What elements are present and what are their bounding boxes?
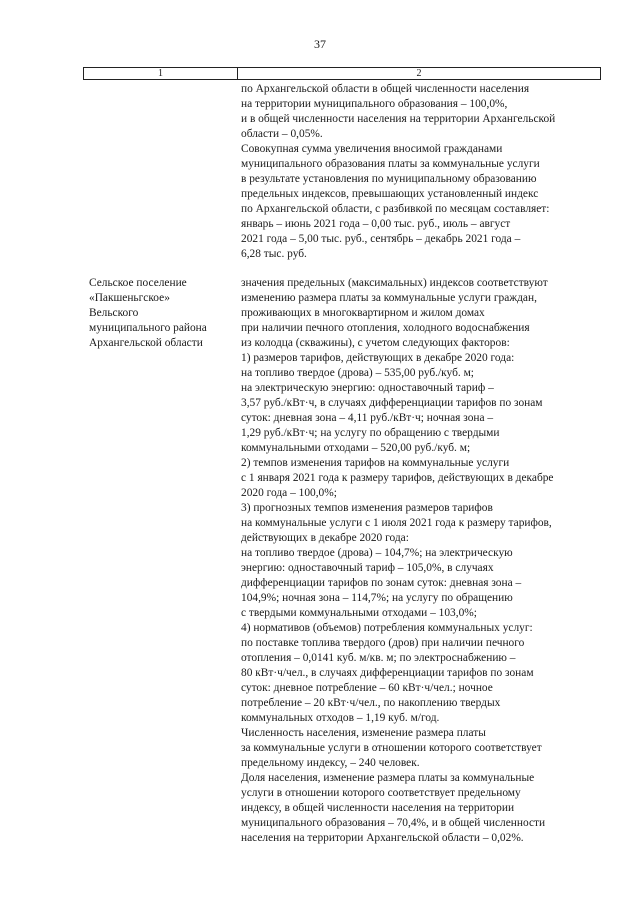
text-line: по поставке топлива твердого (дров) при наличии печного: [241, 637, 525, 649]
municipality-name-line: «Пакшеньгское»: [89, 292, 170, 304]
text-line: при наличии печного отопления, холодного водоснабжения: [241, 322, 530, 334]
text-line: коммунальных отходов – 1,19 куб. м/год.: [241, 712, 440, 724]
text-line: значения предельных (максимальных) индексов соответствуют: [241, 277, 548, 289]
text-line: 80 кВт·ч/чел., в случаях дифференциации тарифов по зонам: [241, 667, 534, 679]
text-line: и в общей численности населения на территории Архангельской: [241, 113, 556, 125]
text-line: потребление – 20 кВт·ч/чел., по накоплению твердых: [241, 697, 501, 709]
text-line: на топливо твердое (дрова) – 535,00 руб./куб. м;: [241, 367, 474, 379]
text-line: по Архангельской области, с разбивкой по месяцам составляет:: [241, 203, 550, 215]
text-line: по Архангельской области в общей численности населения: [241, 83, 530, 95]
index-description-cell: [241, 276, 554, 846]
text-line: на территории муниципального образования – 100,0%,: [241, 98, 508, 110]
text-line: на электрическую энергию: одноставочный тариф –: [241, 382, 494, 394]
text-line: индексу, в общей численности населения на территории: [241, 802, 515, 814]
text-line: муниципального образования – 70,4%, и в общей численности: [241, 817, 546, 829]
text-line: 1,29 руб./кВт·ч; на услугу по обращению с твердыми: [241, 427, 500, 439]
text-line: 6,28 тыс. руб.: [241, 248, 307, 260]
text-line: из колодца (скважины), с учетом следующих факторов:: [241, 337, 510, 349]
text-line: суток: дневная зона – 4,11 руб./кВт·ч; ночная зона –: [241, 412, 494, 424]
text-line: на коммунальные услуги с 1 июля 2021 года к размеру тарифов,: [241, 517, 552, 529]
municipality-name-line: Архангельской области: [89, 337, 203, 349]
text-line: Совокупная сумма увеличения вносимой гражданами: [241, 143, 503, 155]
text-line: 2020 года – 100,0%;: [241, 487, 337, 499]
text-line: коммунальными отходами – 520,00 руб./куб. м;: [241, 442, 471, 454]
text-line: 104,9%; ночная зона – 114,7%; на услугу по обращению: [241, 592, 513, 604]
text-line: изменению размера платы за коммунальные услуги граждан,: [241, 292, 537, 304]
text-line: Численность населения, изменение размера платы: [241, 727, 486, 739]
text-line: энергию: одноставочный тариф – 105,0%, в случаях: [241, 562, 494, 574]
text-line: январь – июнь 2021 года – 0,00 тыс. руб., июль – август: [241, 218, 511, 230]
text-line: 2021 года – 5,00 тыс. руб., сентябрь – декабрь 2021 года –: [241, 233, 521, 245]
text-line: 1) размеров тарифов, действующих в декабре 2020 года:: [241, 352, 515, 364]
text-line: действующих в декабре 2020 года:: [241, 532, 409, 544]
table-header-col1: 1: [84, 68, 238, 79]
text-line: 4) нормативов (объемов) потребления коммунальных услуг:: [241, 622, 533, 634]
text-line: Доля населения, изменение размера платы за коммунальные: [241, 772, 535, 784]
text-line: за коммунальные услуги в отношении которого соответствует: [241, 742, 542, 754]
text-line: с твердыми коммунальными отходами – 103,0%;: [241, 607, 477, 619]
text-line: дифференциации тарифов по зонам суток: дневная зона –: [241, 577, 522, 589]
text-line: предельному индексу, – 240 человек.: [241, 757, 420, 769]
table-header-col2: 2: [416, 68, 422, 79]
text-line: в результате установления по муниципальному образованию: [241, 173, 537, 185]
text-line: с 1 января 2021 года к размеру тарифов, действующих в декабре: [241, 472, 554, 484]
text-line: проживающих в многоквартирном и жилом домах: [241, 307, 485, 319]
text-line: предельных индексов, превышающих установленный индекс: [241, 188, 539, 200]
text-line: 2) темпов изменения тарифов на коммунальные услуги: [241, 457, 510, 469]
municipality-name-line: Сельское поселение: [89, 277, 187, 289]
municipality-name-line: муниципального района: [89, 322, 207, 334]
text-line: муниципального образования платы за коммунальные услуги: [241, 158, 540, 170]
text-line: области – 0,05%.: [241, 128, 323, 140]
municipality-name-cell: [89, 276, 207, 351]
text-line: 3) прогнозных темпов изменения размеров тарифов: [241, 502, 493, 514]
text-line: суток: дневное потребление – 60 кВт·ч/чел.; ночное: [241, 682, 493, 694]
text-line: отопления – 0,0141 куб. м/кв. м; по электроснабжению –: [241, 652, 516, 664]
text-line: 3,57 руб./кВт·ч, в случаях дифференциации тарифов по зонам: [241, 397, 543, 409]
text-line: населения на территории Архангельской области – 0,02%.: [241, 832, 524, 844]
page-number: 37: [314, 37, 326, 51]
table-header-row: [83, 67, 601, 80]
text-line: на топливо твердое (дрова) – 104,7%; на электрическую: [241, 547, 513, 559]
text-line: услуги в отношении которого соответствует предельному: [241, 787, 521, 799]
continuation-text-block: [241, 82, 555, 262]
municipality-name-line: Вельского: [89, 307, 139, 319]
